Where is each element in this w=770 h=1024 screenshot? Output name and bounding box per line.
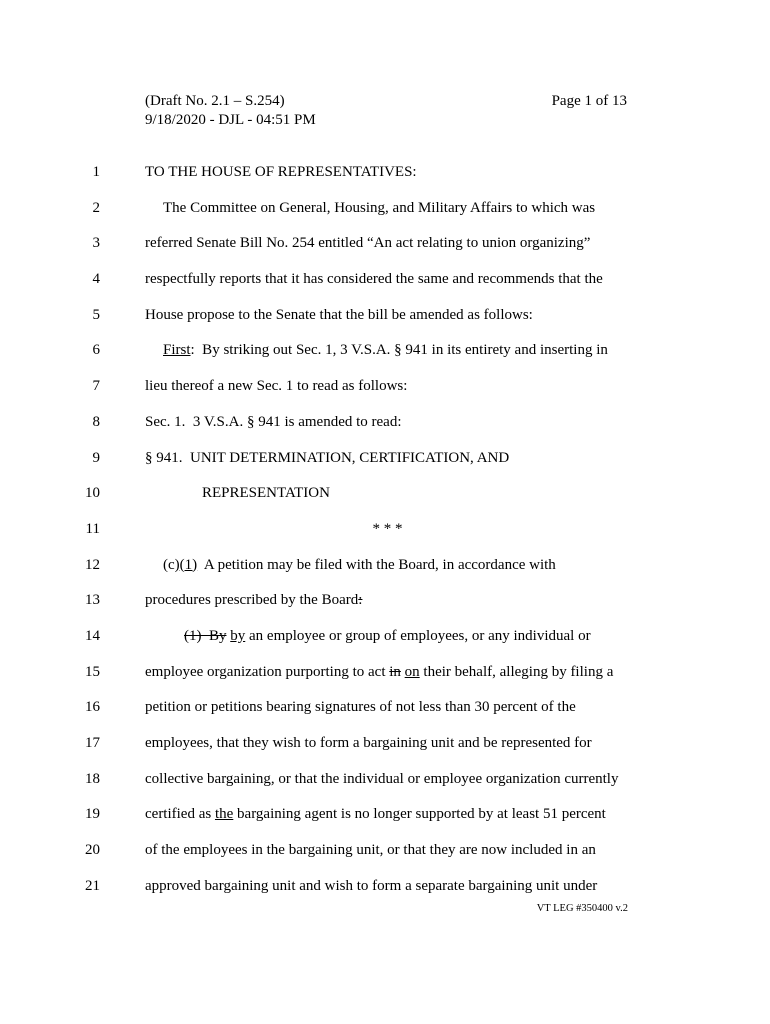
line-number: 16 [85,699,100,716]
text-segment: procedures prescribed by the Board [145,592,359,609]
line-number: 6 [92,342,100,359]
line-number: 4 [92,271,100,288]
text-segment: approved bargaining unit and wish to form a separate bargaining unit under [145,877,598,894]
line-text [145,797,655,833]
text-segment: A petition may be filed with the Board, in accordance with [197,556,556,573]
document-line [0,583,770,619]
line-text [145,476,655,512]
text-segment: respectfully reports that it has considered the same and recommends that the [145,271,603,288]
document-line [0,690,770,726]
text-segment: an employee or group of employees, or any individual or [245,627,591,644]
line-text [145,619,655,655]
line-text [145,548,655,584]
line-text [145,726,655,762]
text-segment: § 941. UNIT DETERMINATION, CERTIFICATION, AND [145,449,510,466]
draft-number: (Draft No. 2.1 – S.254) [145,93,285,109]
struck-text: (1) By [184,627,227,644]
line-number: 7 [92,378,100,395]
line-text [145,690,655,726]
line-text [145,869,655,905]
line-number: 2 [92,199,100,216]
line-text [145,191,655,227]
line-text [145,762,655,798]
document-line [0,655,770,691]
line-number: 17 [85,735,100,751]
header-line-1 [145,92,627,111]
line-number: 10 [85,485,100,502]
document-line [0,476,770,512]
line-text [145,833,655,869]
document-line [0,548,770,584]
line-text [145,262,655,298]
document-line [0,226,770,262]
text-segment: certified as [145,806,215,823]
line-number: 8 [92,413,100,430]
line-text [145,298,655,334]
document-line [0,726,770,762]
text-segment: collective bargaining, or that the individual or employee organization currently [145,770,619,787]
line-text [145,155,655,191]
line-number: 5 [92,306,100,323]
text-segment: lieu thereof a new Sec. 1 to read as follows: [145,378,408,395]
document-line [0,619,770,655]
text-segment: REPRESENTATION [202,485,330,502]
line-number: 9 [92,449,100,466]
line-text [145,512,630,548]
line-number: 15 [85,663,100,680]
header-line-2 [145,111,627,130]
document-line [0,512,770,548]
line-number: 12 [85,556,100,573]
line-number: 11 [85,520,100,537]
line-text [145,655,655,691]
document-line [0,441,770,477]
line-text [145,405,655,441]
timestamp: 9/18/2020 - DJL - 04:51 PM [145,112,316,128]
line-number: 20 [85,842,100,859]
text-segment: The Committee on General, Housing, and Military Affairs to which was [163,199,596,216]
document-line [0,262,770,298]
document-line [0,191,770,227]
text-segment: referred Senate Bill No. 254 entitled “An act relating to union organizing” [145,235,591,252]
line-text [145,369,655,405]
document-line [0,869,770,905]
line-text [145,333,655,369]
inserted-text: on [404,663,420,680]
document-line [0,333,770,369]
document-line [0,762,770,798]
document-line [0,298,770,334]
text-segment: of the employees in the bargaining unit, or that they are now included in an [145,842,596,859]
line-number: 1 [92,164,100,180]
line-text [145,441,655,477]
text-segment: * * * [372,520,403,537]
line-number: 19 [85,806,100,823]
document-line [0,797,770,833]
document-lines [0,155,770,904]
text-segment: their behalf, alleging by filing a [419,663,614,680]
inserted-text: by [230,627,246,644]
document-line [0,369,770,405]
leg-reference: VT LEG #350400 v.2 [536,903,628,914]
text-segment: TO THE HOUSE OF REPRESENTATIVES: [145,164,417,180]
document-header [145,92,627,130]
inserted-text: First [163,342,191,359]
line-number: 18 [85,770,100,787]
document-line [0,155,770,191]
struck-text: : [358,592,363,609]
inserted-text: the [214,806,234,823]
document-line [0,833,770,869]
text-segment: employees, that they wish to form a bargaining unit and be represented for [145,735,592,751]
page-number: Page 1 of 13 [551,93,627,109]
line-number: 13 [85,592,100,609]
text-segment: employee organization purporting to act [145,663,390,680]
line-text [145,583,655,619]
text-segment: Sec. 1. 3 V.S.A. § 941 is amended to read: [145,413,402,430]
line-text [145,226,655,262]
document-line [0,405,770,441]
text-segment: : By striking out Sec. 1, 3 V.S.A. § 941 in its entirety and inserting in [190,342,608,359]
inserted-text: (1) [179,556,198,573]
text-segment: House propose to the Senate that the bill be amended as follows: [145,306,533,323]
struck-text: in [389,663,401,680]
text-segment: petition or petitions bearing signatures of not less than 30 percent of the [145,699,576,716]
line-number: 21 [85,877,100,894]
text-segment: bargaining agent is no longer supported by at least 51 percent [233,806,606,823]
text-segment: (c) [163,556,180,573]
line-number: 14 [85,627,100,644]
line-number: 3 [92,235,100,252]
